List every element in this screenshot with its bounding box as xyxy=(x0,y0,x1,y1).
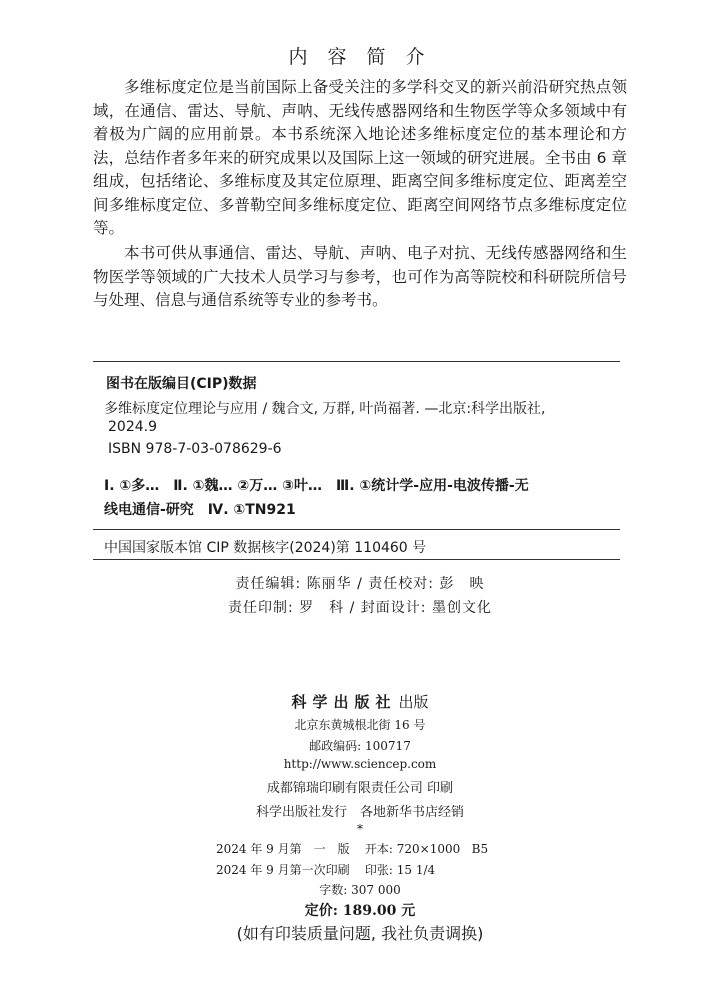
printing-line: 2024 年 9 月第一次印刷 印张: 15 1/4 xyxy=(216,863,436,877)
printer: 成都锦瑞印刷有限责任公司 印刷 xyxy=(266,781,454,796)
publisher-website: http://www.sciencep.com xyxy=(283,757,437,771)
cip-isbn: ISBN 978-7-03-078629-6 xyxy=(108,441,282,457)
publisher-logo: 科学出版社 xyxy=(291,693,397,711)
publisher-line xyxy=(0,691,720,712)
credits-editors: 责任编辑: 陈丽华 / 责任校对: 彭 映 xyxy=(235,576,485,592)
publisher-address: 北京东黄城根北街 16 号 xyxy=(294,718,426,732)
summary-paragraph-1: 多维标度定位是当前国际上备受关注的多学科交叉的新兴前沿研究热点领域，在通信、雷达、导航、声呐、无线传感器网络和生物医学等众多领域中有着极为广阔的应用前景。本书系统深入地论述多维标度定位的基本理论和方法，总结作者多年来的研究成果以及国际上这一领域的研究进展。全书由 6 章组成，包括绪论、多维标度及其定位原理、距离空间多维标度定位、距离差空间多维标度定位、多普勒空间多维标度定位、距离空间网络节点多维标度定位等。 xyxy=(93,78,627,237)
cip-bibliographic: 多维标度定位理论与应用 / 魏合文, 万群, 叶尚福著. —北京:科学出版社, xyxy=(104,401,546,417)
cip-classification-line-1: Ⅰ. ①多… Ⅱ. ①魏… ②万… ③叶… Ⅲ. ①统计学-应用-电波传播-无 xyxy=(104,478,529,494)
cip-bottom-divider xyxy=(93,559,620,560)
distribution: 科学出版社发行 各地新华书店经销 xyxy=(255,805,464,820)
quality-notice: (如有印装质量问题, 我社负责调换) xyxy=(236,924,484,943)
credits-production: 责任印制: 罗 科 / 封面设计: 墨创文化 xyxy=(228,600,492,616)
cip-classification xyxy=(104,474,619,522)
word-count: 字数: 307 000 xyxy=(319,883,401,897)
page-title: 内 容 简 介 xyxy=(288,46,432,68)
publisher-suffix: 出版 xyxy=(398,693,429,711)
cip-classification-line-2: 线电通信-研究 Ⅳ. ①TN921 xyxy=(104,502,296,518)
price: 定价: 189.00 元 xyxy=(304,903,416,919)
edition-line: 2024 年 9 月第 一 版 开本: 720×1000 B5 xyxy=(216,842,489,856)
publisher-postcode: 邮政编码: 100717 xyxy=(309,739,411,753)
summary-paragraph-2: 本书可供从事通信、雷达、导航、声呐、电子对抗、无线传感器网络和生物医学等领域的广大技术人员学习与参考，也可作为高等院校和科研院所信号与处理、信息与通信系统等专业的参考书。 xyxy=(93,244,627,309)
separator-asterisk: * xyxy=(357,822,363,836)
cip-top-divider xyxy=(93,361,620,362)
cip-year: 2024.9 xyxy=(108,419,157,435)
cip-library-record: 中国国家版本馆 CIP 数据核字(2024)第 110460 号 xyxy=(104,540,427,556)
cip-mid-divider xyxy=(93,529,620,530)
cip-header: 图书在版编目(CIP)数据 xyxy=(106,376,257,392)
